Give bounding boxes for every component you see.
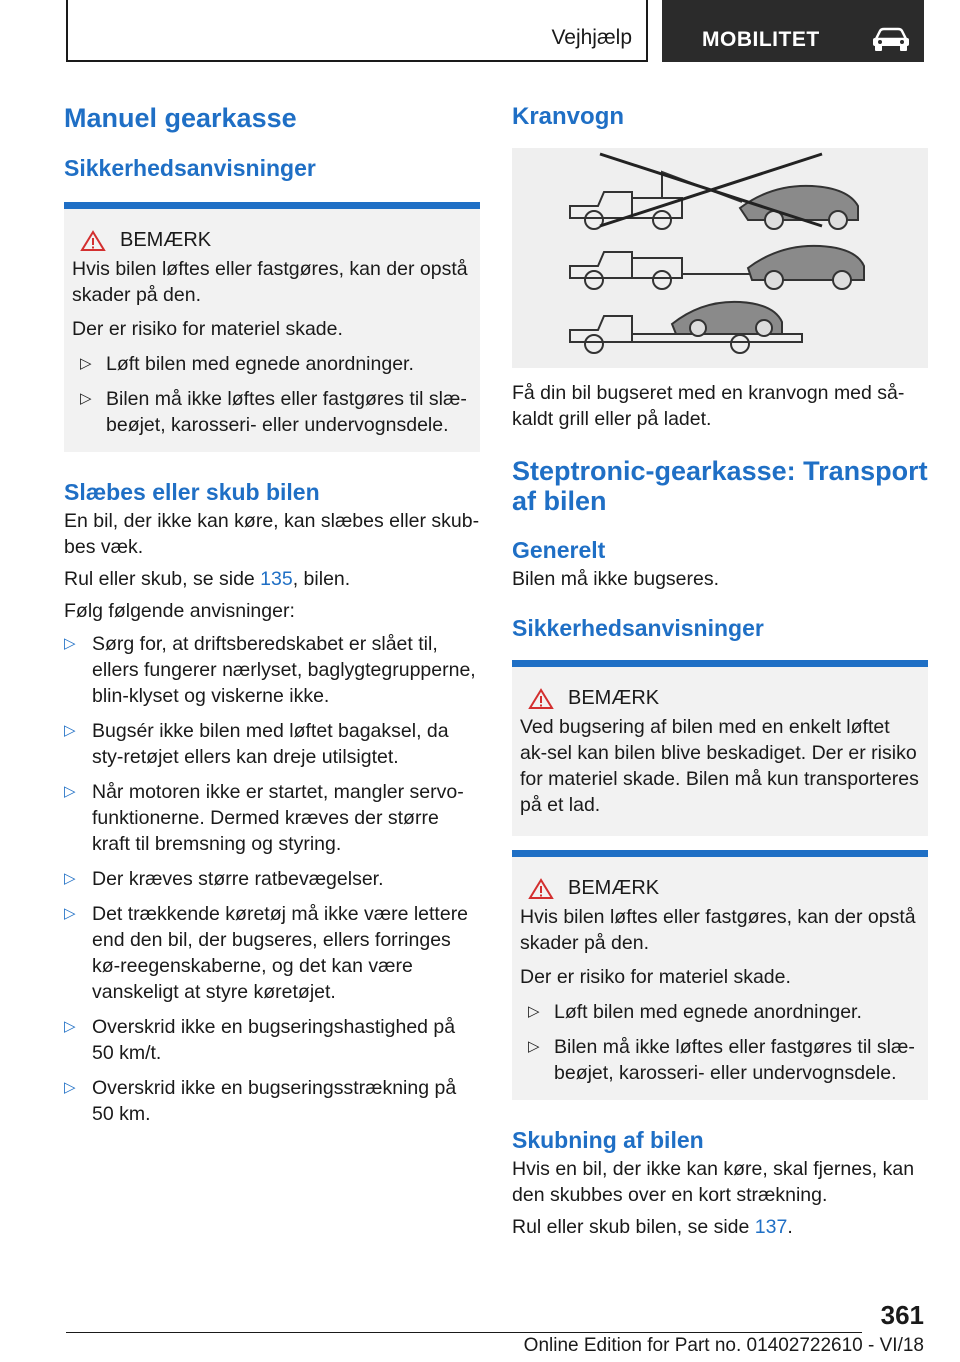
list-item: ▷ Overskrid ikke en bugseringsstrækning på 50 km. — [64, 1075, 480, 1127]
warning-icon — [528, 878, 554, 900]
page-link[interactable]: 135 — [260, 568, 293, 590]
page-title: Manuel gearkasse — [64, 103, 297, 133]
note-box — [512, 660, 928, 836]
kran-heading: Kranvogn — [512, 103, 625, 130]
chapter-tab — [662, 0, 924, 62]
footer-divider — [66, 1332, 862, 1333]
body-text: Bilen må ikke bugseres. — [512, 568, 720, 590]
tow-truck-illustration — [512, 148, 928, 368]
note-text: Hvis bilen løftes eller fastgøres, kan der opstå skader på den. — [72, 258, 468, 306]
warning-icon — [528, 688, 554, 710]
list-item: ▷ Bilen må ikke løftes eller fastgøres til slæ-beøjet, karosseri- eller undervognsdele. — [72, 386, 472, 438]
list-item: ▷ Når motoren ikke er startet, mangler servo-funktionerne. Dermed kræves der større kraft til bremsning og styring. — [64, 779, 480, 857]
warning-icon — [80, 230, 106, 252]
body-text: En bil, der ikke kan køre, kan slæbes eller skub-bes væk. — [64, 510, 480, 558]
section-tab — [66, 0, 648, 62]
body-text: Følg følgende anvisninger: — [64, 600, 295, 622]
left-column — [64, 96, 480, 1127]
body-text: Rul eller skub, se side 135, bilen. — [64, 568, 351, 590]
car-icon — [870, 26, 912, 52]
list-item: ▷ Sørg for, at driftsberedskabet er slået til, ellers fungerer nærlyset, baglygtegrupperne, blin-klyset og viskerne ikke. — [64, 631, 480, 709]
safety-heading-right: Sikkerhedsanvisninger — [512, 615, 764, 641]
note-box — [64, 202, 480, 452]
right-column — [512, 96, 928, 1240]
note-text: Der er risiko for materiel skade. — [72, 318, 343, 340]
note-title — [520, 877, 920, 900]
note-text: Ved bugsering af bilen med en enkelt løftet ak-sel kan bilen blive beskadiget. Der er risiko for materiel skade. Bilen må kun transporteres på et lad. — [520, 716, 919, 816]
note-label: BEMÆRK — [120, 229, 212, 251]
section-label: Vejhjælp — [551, 26, 632, 49]
body-text: Hvis en bil, der ikke kan køre, skal fjernes, kan den skubbes over en kort strækning. — [512, 1158, 915, 1206]
list-item: ▷ Bugsér ikke bilen med løftet bagaksel, da sty-retøjet ellers kan dreje utilsigtet. — [64, 718, 480, 770]
push-heading: Skubning af bilen — [512, 1127, 704, 1153]
note-title — [520, 687, 920, 710]
list-item: ▷ Løft bilen med egnede anordninger. — [72, 351, 472, 377]
note-list — [72, 351, 472, 438]
general-heading: Generelt — [512, 537, 606, 563]
list-item: ▷ Bilen må ikke løftes eller fastgøres til slæ-beøjet, karosseri- eller undervognsdele. — [520, 1034, 920, 1086]
note-label: BEMÆRK — [568, 687, 660, 709]
note-label: BEMÆRK — [568, 877, 660, 899]
safety-heading: Sikkerhedsanvisninger — [64, 155, 316, 181]
list-item: ▷ Overskrid ikke en bugseringshastighed på 50 km/t. — [64, 1014, 480, 1066]
note-text: Hvis bilen løftes eller fastgøres, kan der opstå skader på den. — [520, 906, 916, 954]
steptronic-title: Steptronic-gearkasse: Transport af bilen — [512, 456, 928, 516]
page-link[interactable]: 137 — [754, 1216, 788, 1238]
page-header — [66, 0, 924, 62]
edition-text: Online Edition for Part no. 01402722610 - VI/18 — [523, 1335, 924, 1356]
note-list — [520, 999, 920, 1086]
tow-heading: Slæbes eller skub bilen — [64, 479, 320, 505]
body-text: Rul eller skub bilen, se side 137. — [512, 1216, 793, 1238]
list-item: ▷ Der kræves større ratbevægelser. — [64, 866, 480, 892]
note-box — [512, 850, 928, 1100]
list-item: ▷ Løft bilen med egnede anordninger. — [520, 999, 920, 1025]
note-text: Der er risiko for materiel skade. — [520, 966, 791, 988]
page-number: 361 — [880, 1300, 924, 1330]
tow-list — [64, 631, 480, 1127]
note-title — [72, 229, 472, 252]
chapter-label: MOBILITET — [702, 28, 820, 51]
tow-illustration-svg — [512, 148, 928, 368]
body-text: Få din bil bugseret med en kranvogn med så-kaldt grill eller på ladet. — [512, 382, 905, 430]
list-item: ▷ Det trækkende køretøj må ikke være lettere end den bil, der bugseres, ellers forringes kø-reegenskaberne, og det kan være vanskeligt at styre køretøjet. — [64, 901, 480, 1005]
